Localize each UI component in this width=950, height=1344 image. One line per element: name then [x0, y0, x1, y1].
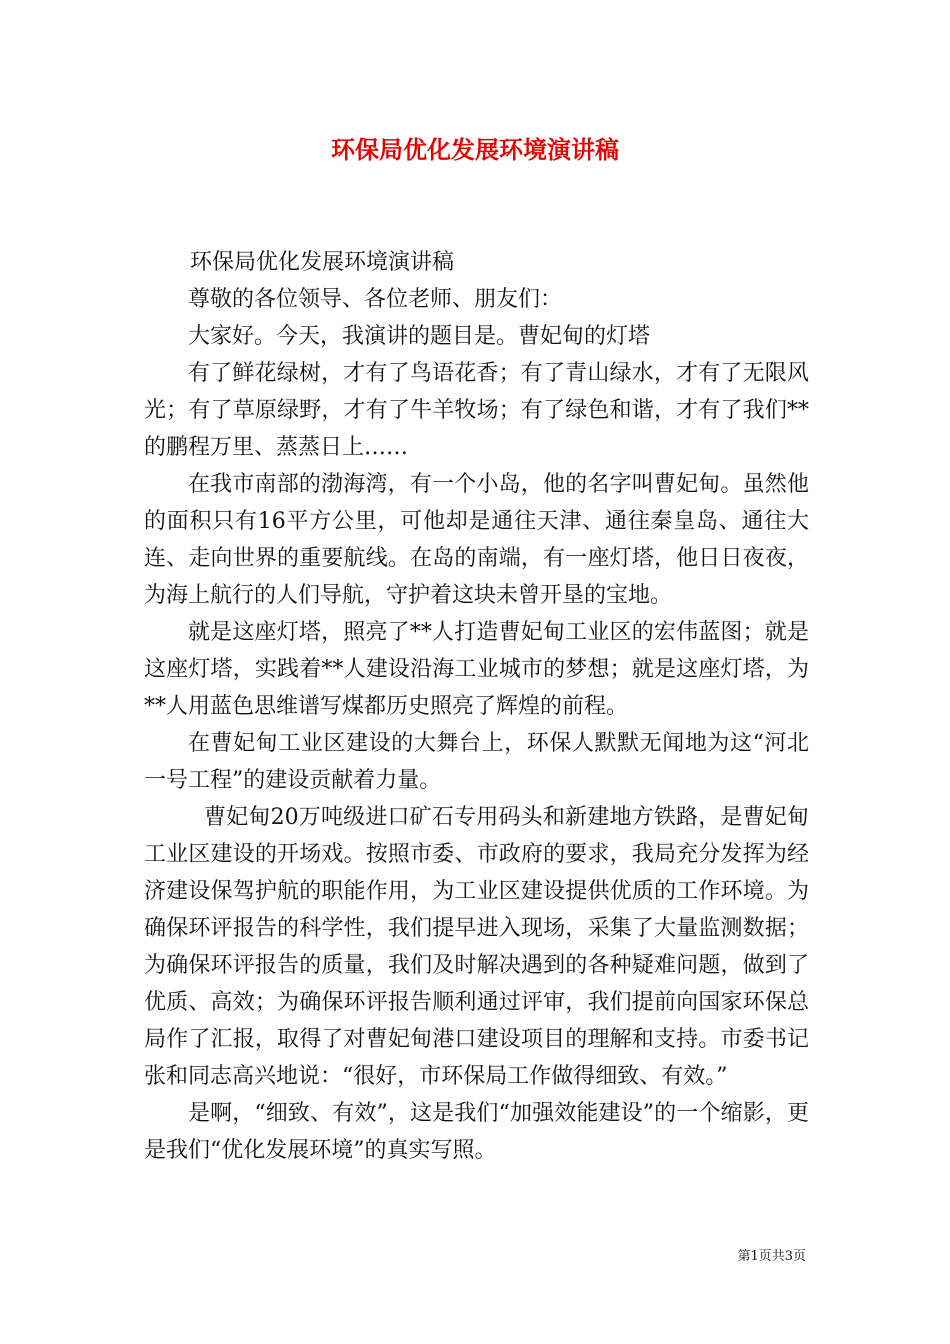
greeting-paragraph: 大家好。今天，我演讲的题目是。曹妃甸的灯塔: [188, 324, 651, 349]
salutation-paragraph: 尊敬的各位领导、各位老师、朋友们：: [188, 287, 563, 312]
body-paragraph: 在曹妃甸工业区建设的大舞台上，环保人默默无闻地为这“河北一号工程”的建设贡献着力量。: [144, 731, 809, 793]
body-paragraph: 有了鲜花绿树，才有了鸟语花香；有了青山绿水，才有了无限风光；有了草原绿野，才有了牛羊牧场；有了绿色和谐，才有了我们**的鹏程万里、蒸蒸日上……: [144, 361, 809, 460]
body-paragraph: 在我市南部的渤海湾，有一个小岛，他的名字叫曹妃甸。虽然他的面积只有16平方公里，可他却是通往天津、通往秦皇岛、通往大连、走向世界的重要航线。在岛的南端，有一座灯塔，他日日夜夜，为海上航行的人们导航，守护着这块未曾开垦的宝地。: [144, 472, 809, 608]
page-number: 第1页共3页: [737, 1249, 806, 1264]
body-paragraph: 曹妃甸20万吨级进口矿石专用码头和新建地方铁路，是曹妃甸工业区建设的开场戏。按照市委、市政府的要求，我局充分发挥为经济建设保驾护航的职能作用，为工业区建设提供优质的工作环境。为确保环评报告的科学性，我们提早进入现场，采集了大量监测数据；为确保环评报告的质量，我们及时解决遇到的各种疑难问题，做到了优质、高效；为确保环评报告顺利通过评审，我们提前向国家环保总局作了汇报，取得了对曹妃甸港口建设项目的理解和支持。市委书记张和同志高兴地说：“很好，市环保局工作做得细致、有效。”: [144, 805, 809, 1089]
body-paragraph: 就是这座灯塔，照亮了**人打造曹妃甸工业区的宏伟蓝图；就是这座灯塔，实践着**人建设沿海工业城市的梦想；就是这座灯塔，为**人用蓝色思维谱写煤都历史照亮了辉煌的前程。: [144, 620, 809, 719]
subtitle-paragraph: 环保局优化发展环境演讲稿: [190, 250, 455, 275]
document-body: [144, 244, 809, 1169]
body-paragraph: 是啊，“细致、有效”，这是我们“加强效能建设”的一个缩影，更是我们“优化发展环境”的真实写照。: [144, 1101, 809, 1163]
document-title: 环保局优化发展环境演讲稿: [331, 135, 619, 164]
